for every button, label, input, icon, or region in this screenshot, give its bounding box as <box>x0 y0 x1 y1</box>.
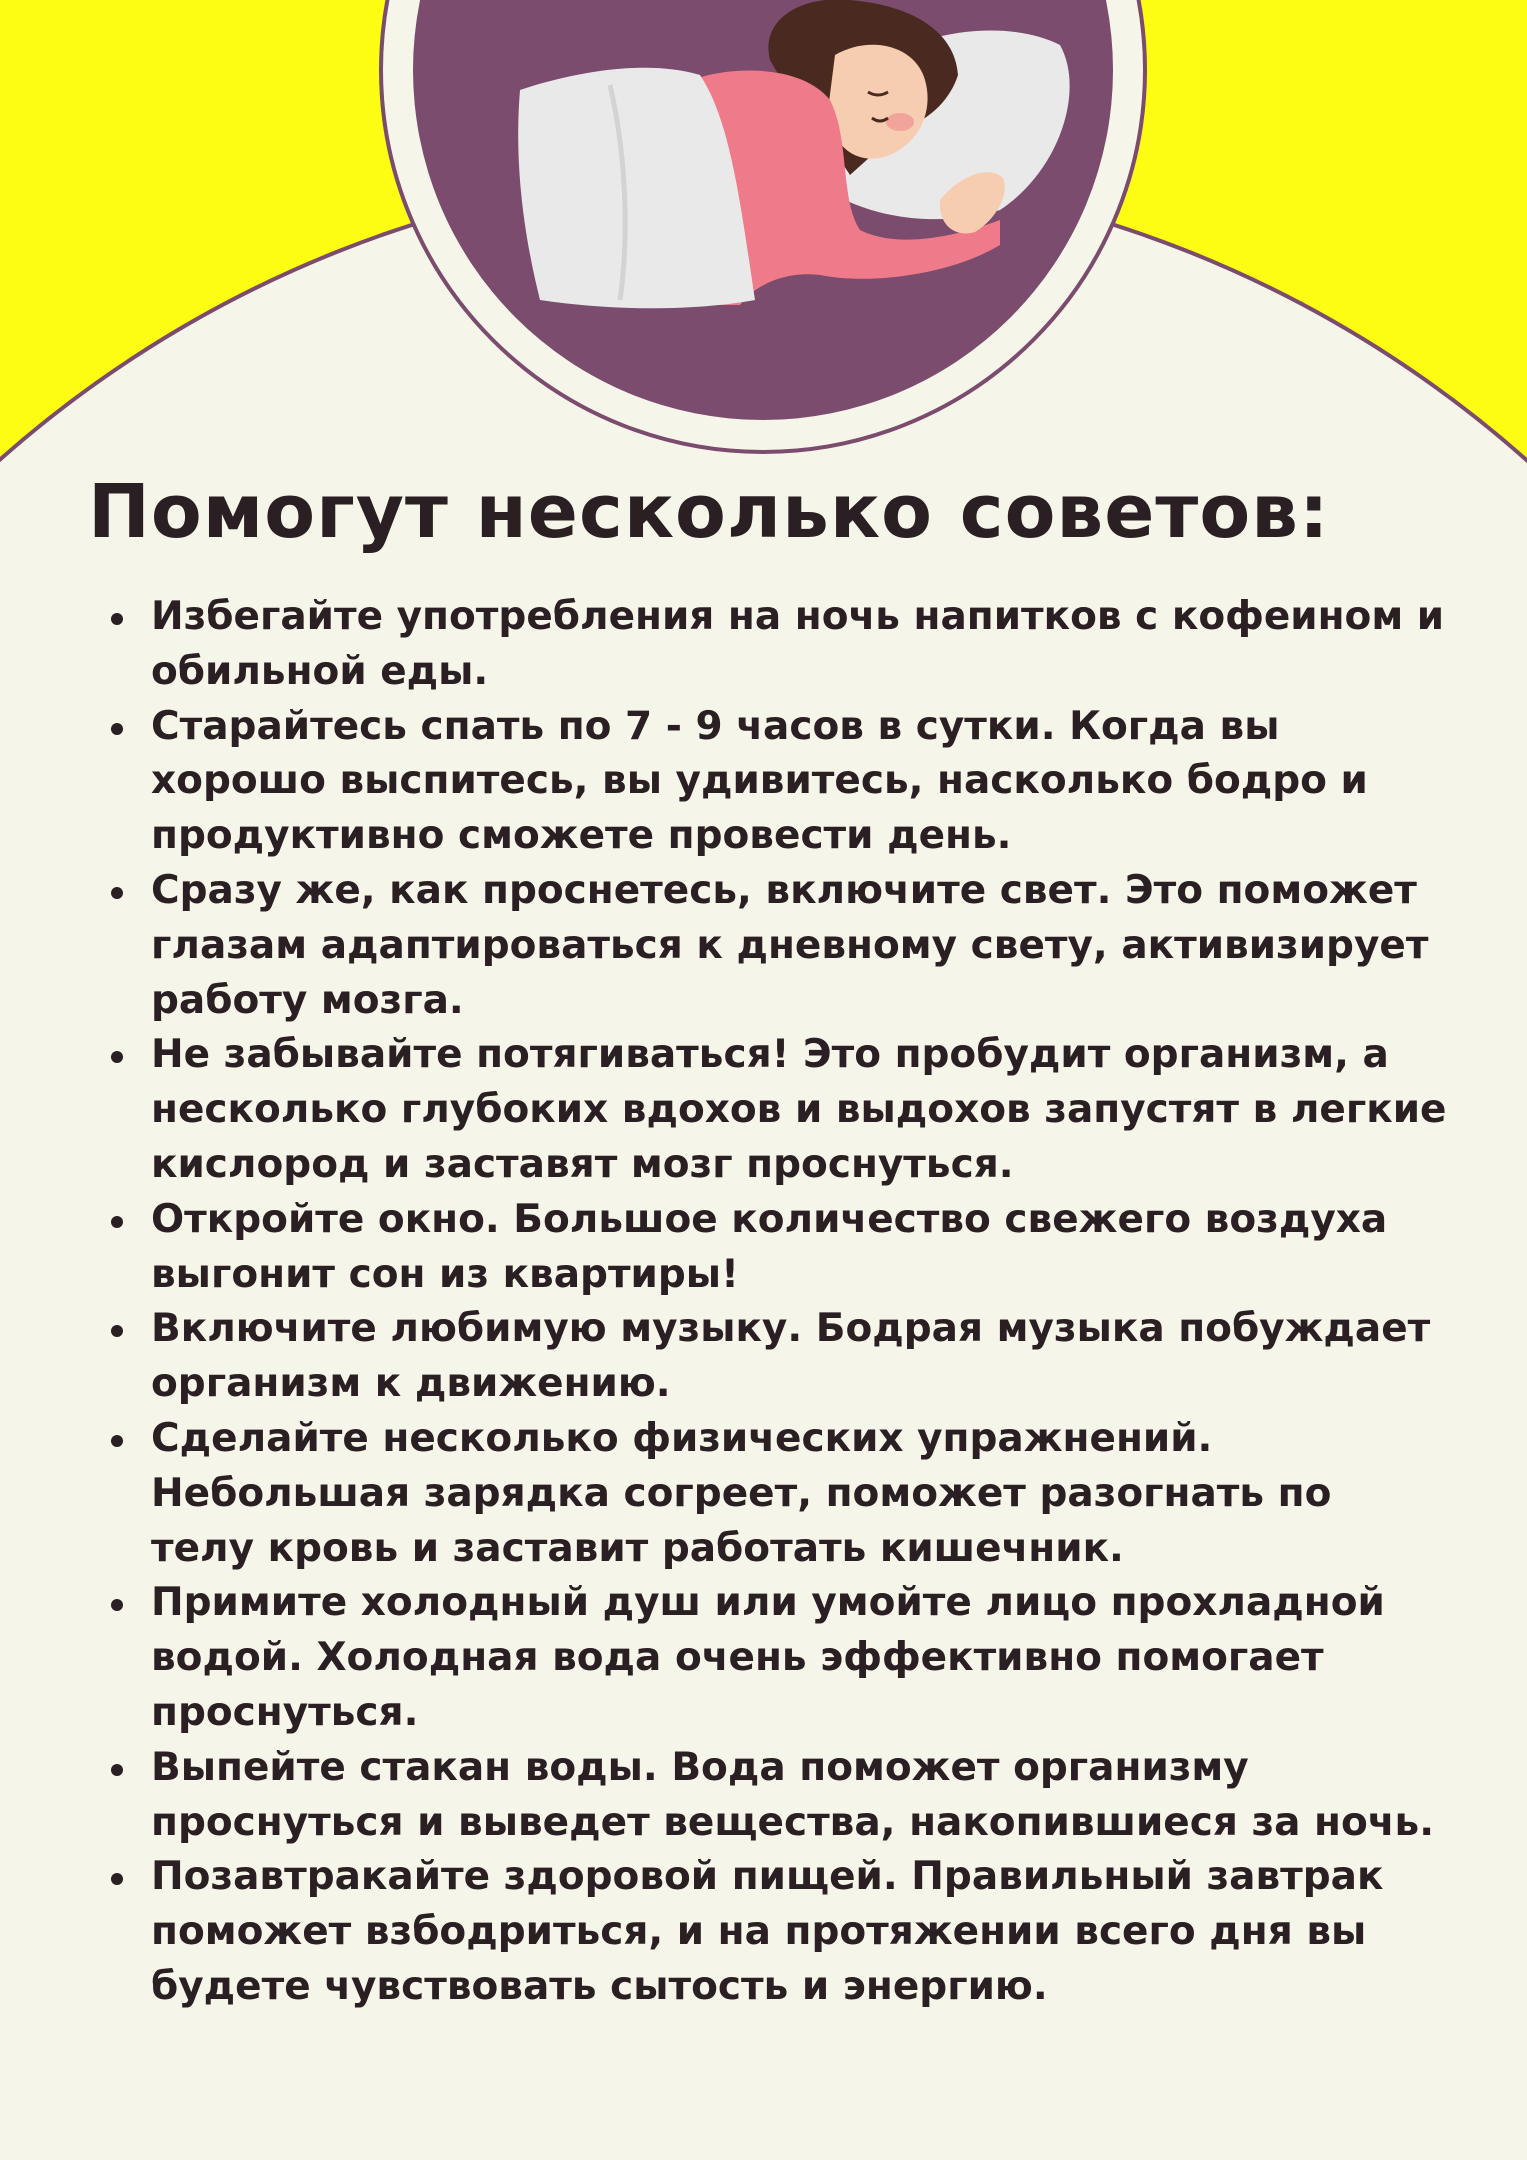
list-item: Примите холодный душ или умойте лицо прохладной водой. Холодная вода очень эффективно помогает проснуться. <box>107 1576 1447 1740</box>
page-title: Помогут несколько советов: <box>88 469 1330 555</box>
list-item: Старайтесь спать по 7 - 9 часов в сутки. Когда вы хорошо выспитесь, вы удивитесь, насколько бодро и продуктивно сможете провести день. <box>107 700 1447 864</box>
tips-list <box>107 590 1447 2015</box>
list-item: Позавтракайте здоровой пищей. Правильный завтрак поможет взбодриться, и на протяжении всего дня вы будете чувствовать сытость и энергию. <box>107 1850 1447 2014</box>
list-item: Избегайте употребления на ночь напитков с кофеином и обильной еды. <box>107 590 1447 700</box>
list-item: Сделайте несколько физических упражнений. Небольшая зарядка согреет, поможет разогнать по телу кровь и заставит работать кишечник. <box>107 1412 1447 1576</box>
list-item: Сразу же, как проснетесь, включите свет. Это поможет глазам адаптироваться к дневному свету, активизирует работу мозга. <box>107 864 1447 1028</box>
list-item: Не забывайте потягиваться! Это пробудит организм, а несколько глубоких вдохов и выдохов запустят в легкие кислород и заставят мозг проснуться. <box>107 1028 1447 1192</box>
list-item: Выпейте стакан воды. Вода поможет организму проснуться и выведет вещества, накопившиеся за ночь. <box>107 1741 1447 1851</box>
list-item: Откройте окно. Большое количество свежего воздуха выгонит сон из квартиры! <box>107 1193 1447 1303</box>
list-item: Включите любимую музыку. Бодрая музыка побуждает организм к движению. <box>107 1302 1447 1412</box>
